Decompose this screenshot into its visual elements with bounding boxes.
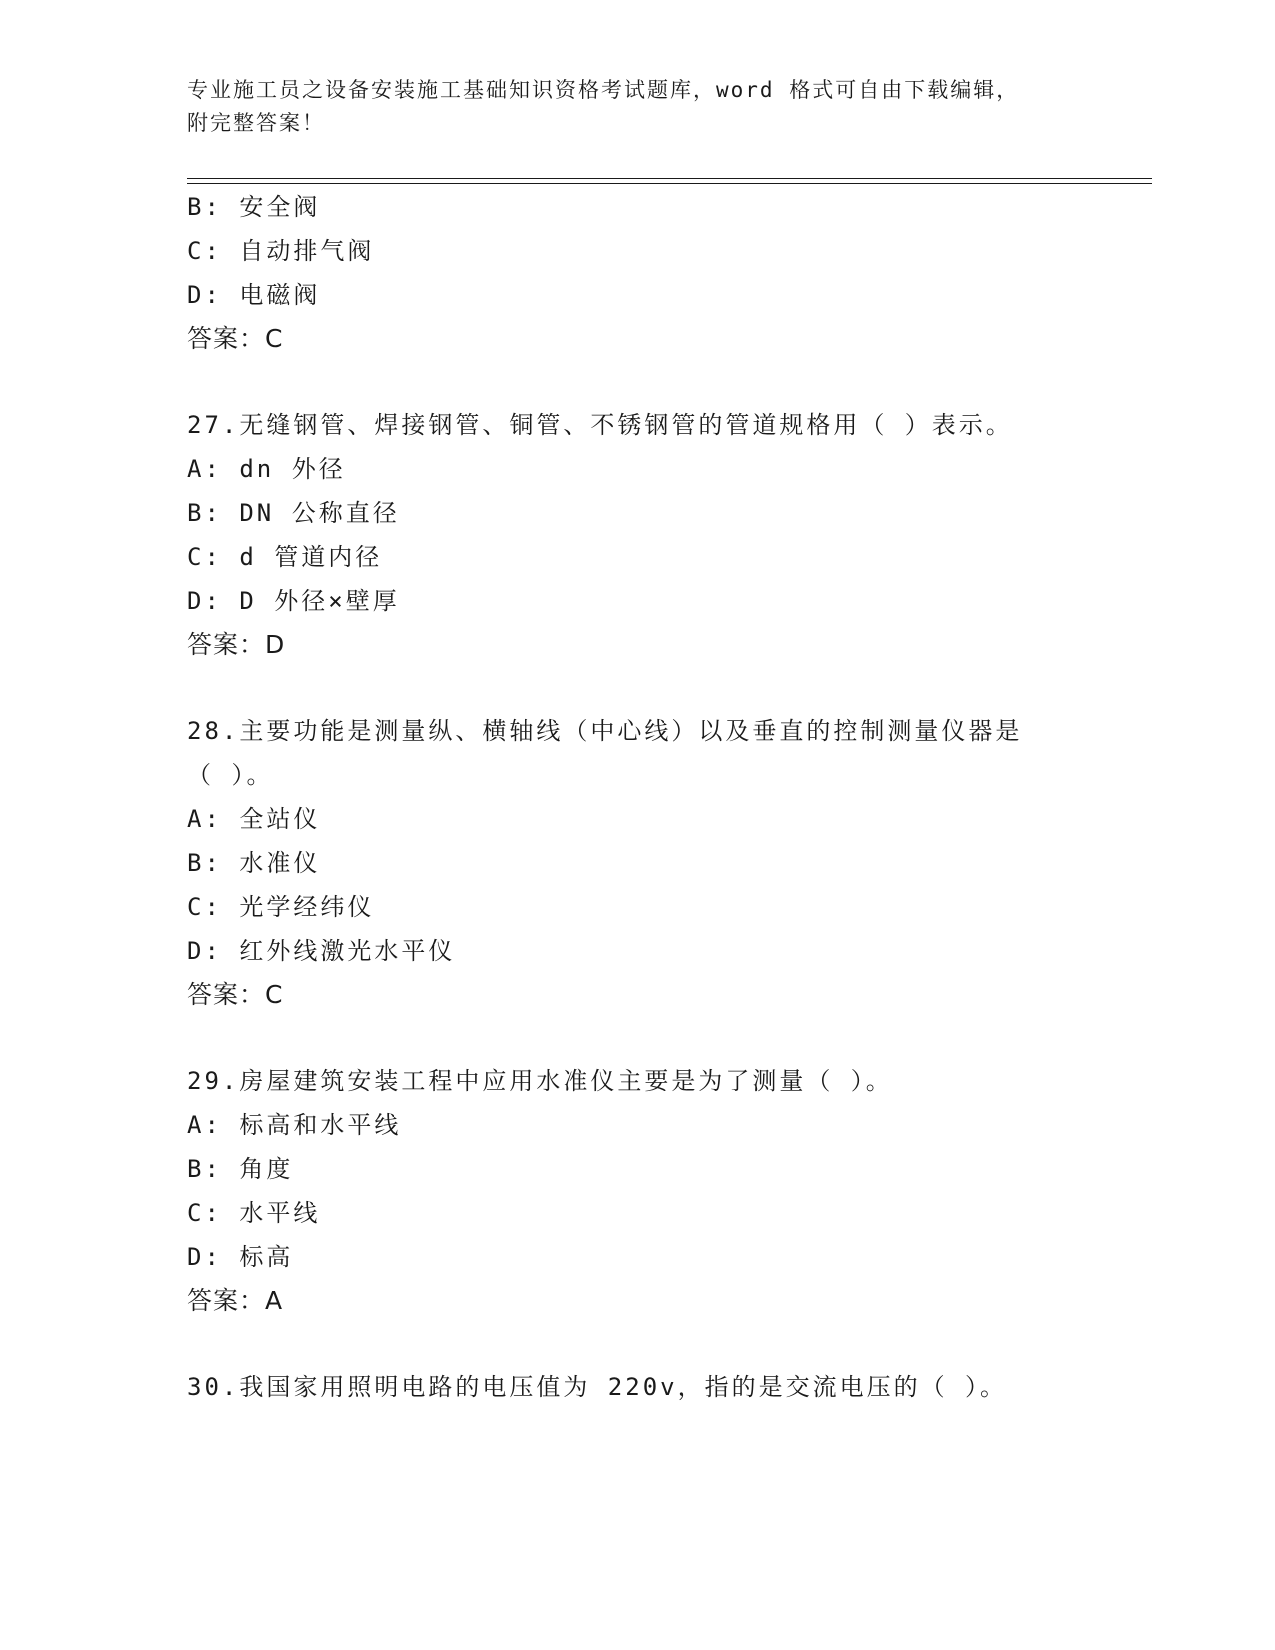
option-c: C: 水平线 xyxy=(187,1199,321,1227)
question-28: 28.主要功能是测量纵、横轴线（中心线）以及垂直的控制测量仪器是 xyxy=(187,717,1023,745)
header-divider-bottom xyxy=(187,183,1152,184)
question-29: 29.房屋建筑安装工程中应用水准仪主要是为了测量（ ）。 xyxy=(187,1067,893,1095)
option-b: B: DN 公称直径 xyxy=(187,499,400,527)
answer: 答案：C xyxy=(187,324,284,353)
option-c: C: 光学经纬仪 xyxy=(187,893,375,921)
answer: 答案：C xyxy=(187,980,284,1009)
header-divider-top xyxy=(187,178,1152,179)
header-line-2: 附完整答案！ xyxy=(187,111,325,135)
option-c: C: d 管道内径 xyxy=(187,543,383,571)
option-b: B: 角度 xyxy=(187,1155,294,1183)
option-d: D: 电磁阀 xyxy=(187,281,321,309)
option-a: A: 全站仪 xyxy=(187,805,321,833)
option-c: C: 自动排气阀 xyxy=(187,237,375,265)
option-d: D: D 外径×壁厚 xyxy=(187,587,400,615)
answer: 答案：D xyxy=(187,630,286,659)
question-28-continued: （ ）。 xyxy=(187,761,274,789)
question-27: 27.无缝钢管、焊接钢管、铜管、不锈钢管的管道规格用（ ）表示。 xyxy=(187,411,1013,439)
header-line-1: 专业施工员之设备安装施工基础知识资格考试题库，word 格式可自由下载编辑， xyxy=(187,78,1020,102)
option-b: B: 水准仪 xyxy=(187,849,321,877)
question-30: 30.我国家用照明电路的电压值为 220v，指的是交流电压的（ ）。 xyxy=(187,1373,1008,1401)
option-d: D: 标高 xyxy=(187,1243,294,1271)
document-header xyxy=(187,74,1087,140)
option-a: A: 标高和水平线 xyxy=(187,1111,402,1139)
option-d: D: 红外线激光水平仪 xyxy=(187,937,456,965)
option-b: B: 安全阀 xyxy=(187,193,321,221)
answer: 答案：A xyxy=(187,1286,284,1315)
option-a: A: dn 外径 xyxy=(187,455,346,483)
